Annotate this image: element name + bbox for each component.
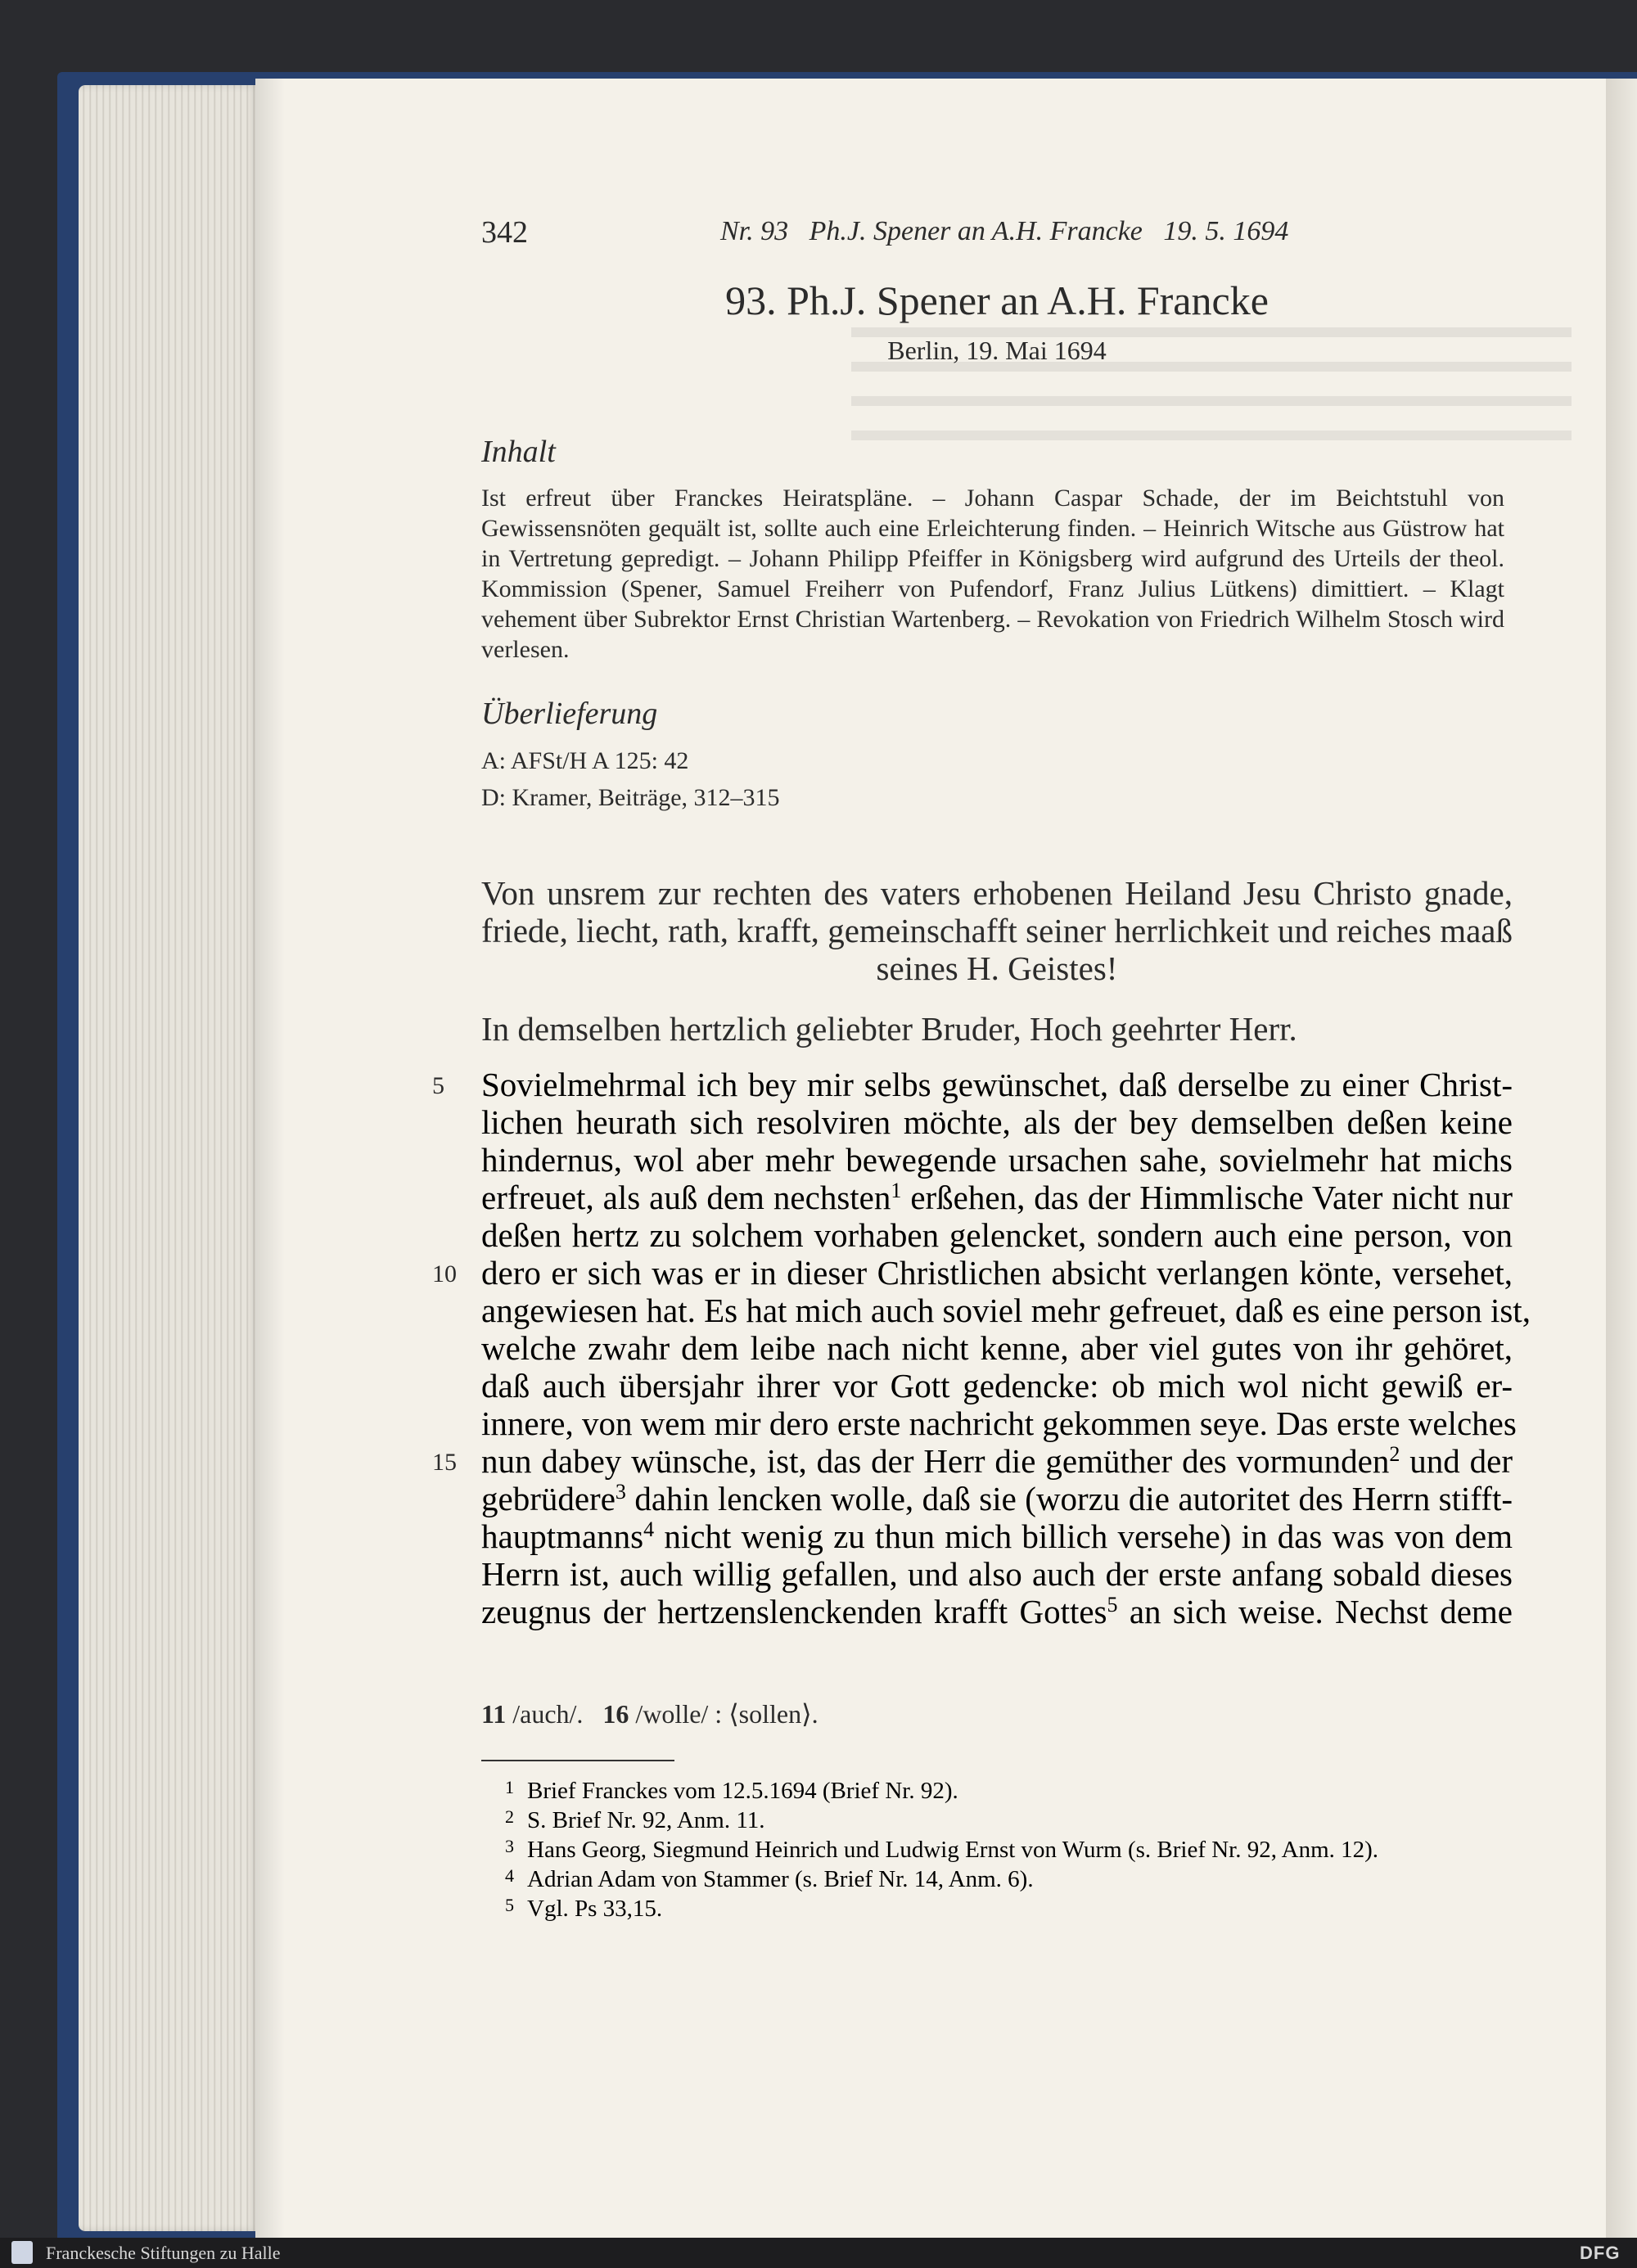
page-number: 342	[481, 215, 528, 250]
body-line: Herrn ist, auch willig gefallen, und also auch der erste anfang sobald dieses	[481, 1555, 1513, 1593]
body-text: nicht wenig zu thun mich billich versehe) in das was von dem	[654, 1517, 1513, 1555]
facing-page-edge	[1606, 79, 1637, 2239]
institution-logo-icon[interactable]	[11, 2241, 33, 2264]
dateline: Berlin, 19. Mai 1694	[887, 336, 1107, 365]
body-line: deßen hertz zu solchem vorhaben gelencket, sondern auch eine person, von	[481, 1216, 1513, 1254]
running-head: Nr. 93 Ph.J. Spener an A.H. Francke 19. 5. 1694	[720, 216, 1289, 246]
body-line	[481, 1593, 1513, 1630]
body-line: Sovielmehrmal ich bey mir selbs gewünschet, daß derselbe zu einer Christ-	[481, 1066, 1513, 1103]
body-text: und der	[1400, 1442, 1513, 1480]
apparatus-line-ref: 16	[602, 1699, 629, 1729]
footnote-number: 3	[505, 1836, 514, 1856]
bleed-through	[851, 311, 1572, 465]
body-text: erßehen, das der Himmlische Vater nicht nur	[901, 1179, 1513, 1216]
body-line	[481, 1517, 1513, 1555]
page-edges	[79, 85, 259, 2231]
footnote-number: 1	[505, 1777, 514, 1797]
apparatus-entry: /wolle/ : ⟨sollen⟩.	[629, 1699, 818, 1729]
footnote-ref: 2	[1389, 1442, 1400, 1466]
footnote	[481, 1802, 1545, 1835]
body-line	[481, 1179, 1513, 1216]
footnote	[481, 1891, 1545, 1923]
body-text: zeugnus der hertzenslenckenden krafft Gottes	[481, 1593, 1107, 1630]
letter-title: 93. Ph.J. Spener an A.H. Francke	[725, 277, 1269, 323]
footnote-rule	[481, 1760, 674, 1761]
footnote	[481, 1773, 1545, 1806]
footnote-ref: 5	[1107, 1593, 1118, 1616]
body-line	[481, 1442, 1513, 1480]
greeting-line: friede, liecht, rath, krafft, gemeinschafft seiner herrlichkeit und reiches maaß	[481, 912, 1513, 949]
body-text: dahin lencken wolle, daß sie (worzu die autoritet des Herrn stifft-	[625, 1480, 1513, 1517]
body-line: dero er sich was er in dieser Christlichen absicht verlangen könte, versehet,	[481, 1254, 1513, 1292]
ueberlieferung-list	[481, 742, 1504, 816]
footnote-number: 4	[505, 1865, 514, 1886]
body-text: gebrüdere	[481, 1480, 616, 1517]
line-number-5: 5	[432, 1072, 444, 1099]
source-a: A: AFSt/H A 125: 42	[481, 747, 689, 774]
footnote-ref: 1	[891, 1179, 902, 1202]
institution-name[interactable]: Franckesche Stiftungen zu Halle	[46, 2243, 281, 2263]
body-text: nun dabey wünsche, ist, das der Herr die gemüther des vormunden	[481, 1442, 1390, 1480]
apparatus-entry: /auch/.	[506, 1699, 603, 1729]
footnote-text: Vgl. Ps 33,15.	[527, 1896, 663, 1922]
body-line: daß auch übersjahr ihrer vor Gott gedencke: ob mich wol nicht gewiß er-	[481, 1367, 1513, 1405]
gutter-shadow	[255, 79, 285, 2239]
salutation: In demselben hertzlich geliebter Bruder, Hoch geehrter Herr.	[481, 1010, 1297, 1048]
greeting-line: seines H. Geistes!	[876, 949, 1118, 987]
footnote-number: 2	[505, 1806, 514, 1827]
source-d: D: Kramer, Beiträge, 312–315	[481, 784, 780, 811]
critical-apparatus	[481, 1698, 1513, 1729]
inhalt-text: Ist erfreut über Franckes Heiratspläne. – Johann Caspar Schade, der im Beichtstuhl von Gewissensnöten gequält ist, sollte auch eine Erleichterung finden. – Heinrich Witsche aus Güstrow hat in Vertretung gepredigt. – Johann Philipp Pfeiffer in Königsberg wird aufgrund des Urteils der theol. Kommission (Spener, Samuel Freiherr von Pufendorf, Franz Julius Lütkens) dimittiert. – Klagt vehement über Subrektor Ernst Christian Wartenberg. – Revokation von Friedrich Wilhelm Stosch wird verlesen.	[481, 485, 1504, 663]
body-text: erfreuet, als auß dem nechsten	[481, 1179, 891, 1216]
body-line: welche zwahr dem leibe nach nicht kenne, aber viel gutes von ihr gehöret,	[481, 1329, 1513, 1367]
body-line: angewiesen hat. Es hat mich auch soviel mehr gefreuet, daß es eine person ist,	[481, 1292, 1531, 1329]
footnote-text: Hans Georg, Siegmund Heinrich und Ludwig Ernst von Wurm (s. Brief Nr. 92, Anm. 12).	[527, 1837, 1379, 1863]
footnote-number: 5	[505, 1895, 514, 1915]
footnote-ref: 3	[615, 1480, 626, 1504]
greeting	[481, 874, 1513, 987]
body-line: hindernus, wol aber mehr bewegende ursachen sahe, sovielmehr hat michs	[481, 1141, 1513, 1179]
footnote-text: Adrian Adam von Stammer (s. Brief Nr. 14, Anm. 6).	[527, 1866, 1034, 1892]
footnote-ref: 4	[643, 1517, 655, 1541]
inhalt-heading: Inhalt	[481, 435, 556, 469]
footnote	[481, 1861, 1545, 1894]
footnote-text: Brief Franckes vom 12.5.1694 (Brief Nr. 92).	[527, 1778, 958, 1804]
line-number-10: 10	[432, 1260, 457, 1287]
line-number-15: 15	[432, 1449, 457, 1476]
body-line: innere, von wem mir dero erste nachricht gekommen seye. Das erste welches	[481, 1405, 1517, 1442]
footnote-text: S. Brief Nr. 92, Anm. 11.	[527, 1807, 765, 1833]
body-text: hauptmanns	[481, 1517, 644, 1555]
body-line	[481, 1480, 1513, 1517]
apparatus-line-ref: 11	[481, 1699, 507, 1729]
body-line: lichen heurath sich resolviren möchte, als der bey demselben deßen keine	[481, 1103, 1513, 1141]
body-text: an sich weise. Nechst deme	[1117, 1593, 1513, 1630]
dfg-logo[interactable]: DFG	[1580, 2243, 1621, 2263]
ueberlieferung-heading: Überlieferung	[481, 697, 658, 731]
footnote	[481, 1832, 1545, 1864]
greeting-line: Von unsrem zur rechten des vaters erhobenen Heiland Jesu Christo gnade,	[481, 874, 1513, 912]
